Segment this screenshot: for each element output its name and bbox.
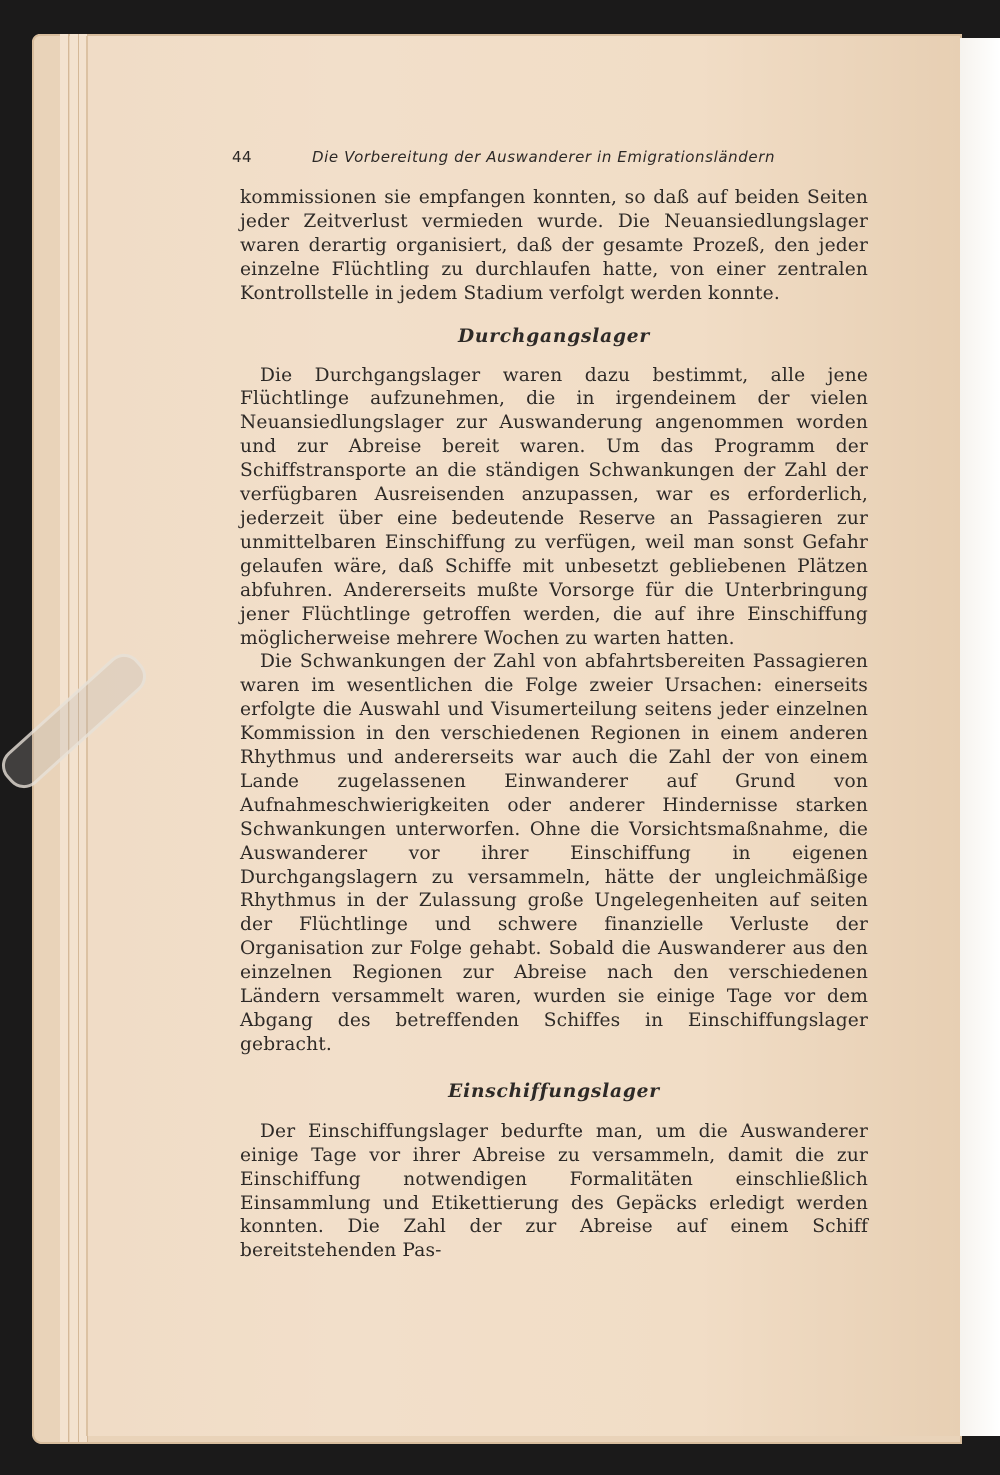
running-head: [232, 142, 868, 172]
page-content: [232, 142, 868, 1263]
section-heading-durchgangslager: Durchgangslager: [457, 325, 651, 347]
paragraph: Der Einschiffungslager bedurfte man, um die Auswanderer einige Tage vor ihrer Abreise zu versammeln, damit die zur Einschiffung notwendigen Formalitäten einschließlich Einsammlung und Etikettierung des Gepäcks erledigt werden konnten. Die Zahl der zur Abreise auf einem Schiff bereitstehenden Pas-: [240, 1120, 868, 1262]
section-heading-einschiffungslager: Einschiffungslager: [448, 1080, 660, 1102]
paragraph: Die Schwankungen der Zahl von abfahrtsbereiten Passagieren waren im wesentlichen die Folge zweier Ursachen: einerseits erfolgte die Auswahl und Visumerteilung seitens jeder einzelnen Kommission in den verschiedenen Regionen in einem anderen Rhythmus und andererseits war auch die Zahl der von einem Lande zugelassenen Einwanderer auf Grund von Aufnahmeschwierigkeiten oder anderer Hindernisse starken Schwankungen unterworfen. Ohne die Vorsichtsmaßnahme, die Auswanderer vor ihrer Einschiffung in eigenen Durchgangslagern zu versammeln, hätte der ungleichmäßige Rhythmus in der Zulassung große Ungelegenheiten auf seiten der Flüchtlinge und schwere finanzielle Verluste der Organisation zur Folge gehabt. Sobald die Auswanderer aus den einzelnen Regionen zur Abreise nach den verschiedenen Ländern versammelt waren, wurden sie einige Tage vor dem Abgang des betreffenden Schiffes in Einschiffungslager gebracht.: [240, 651, 868, 1055]
facing-page-edge: [960, 38, 1000, 1436]
running-title: Die Vorbereitung der Auswanderer in Emigrationsländern: [312, 148, 776, 166]
opening-paragraph: kommissionen sie empfangen konnten, so daß auf beiden Seiten jeder Zeitverlust vermieden wurde. Die Neuansiedlungslager waren derartig organisiert, daß der gesamte Prozeß, den jeder einzelne Flüchtling zu durchlaufen hatte, von einer zentralen Kontrollstelle in jedem Stadium verfolgt werden konnte.: [240, 187, 868, 304]
page-number: 44: [232, 148, 253, 166]
paragraph: Die Durchgangslager waren dazu bestimmt, alle jene Flüchtlinge aufzunehmen, die in irgendeinem der vielen Neuansiedlungslager zur Auswanderung angenommen worden und zur Abreise bereit waren. Um das Programm der Schiffstransporte an die ständigen Schwankungen der Zahl der verfügbaren Ausreisenden anzupassen, war es erforderlich, jederzeit über eine bedeutende Reserve an Passagieren zur unmittelbaren Einschiffung zu verfügen, weil man sonst Gefahr gelaufen wäre, daß Schiffe mit unbesetzt gebliebenen Plätzen abfuhren. Andererseits mußte Vorsorge für die Unterbringung jener Flüchtlinge getroffen werden, die auf ihre Einschiffung möglicherweise mehrere Wochen zu warten hatten.: [240, 364, 868, 649]
